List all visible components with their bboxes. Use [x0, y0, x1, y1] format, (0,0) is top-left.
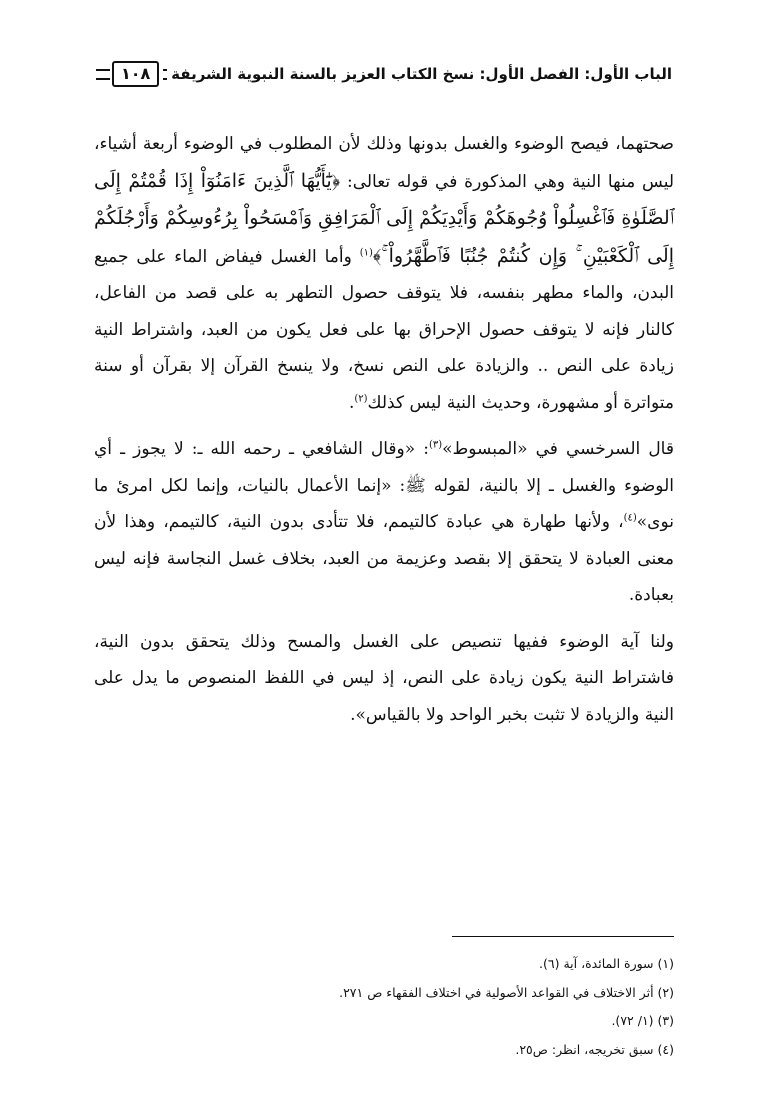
- header-rule-end: [96, 69, 110, 80]
- footnote-separator: [452, 936, 674, 937]
- header-rule: [163, 69, 167, 80]
- footnote-ref-1: (١): [359, 246, 373, 258]
- footnote-ref-3: (٣): [428, 439, 443, 451]
- footnote-4: (٤) سبق تخريجه، انظر: ص٢٥.: [515, 1041, 674, 1057]
- paragraph-1-intro: صحتهما، فيصح الوضوء والغسل بدونها وذلك لأن المطلوب في الوضوء أربعة أشياء، ليس منها النية وهي المذكورة في قوله تعالى:: [94, 134, 675, 192]
- paragraph-3: ولنا آية الوضوء ففيها تنصيص على الغسل والمسح وذلك يتحقق بدون النية، فاشتراط النية يكون زيادة على النص، إذ ليس في اللفظ المنصوص ما يدل على النية والزيادة لا تثبت بخبر الواحد ولا بالقياس».: [94, 631, 674, 725]
- running-header: [96, 58, 672, 90]
- paragraph-1-end: .: [348, 392, 355, 413]
- paragraph-2-rest: ، ولأنها طهارة هي عبادة كالتيمم، فلا تتأدى بدون النية، كالتيمم، وهذا لأن معنى العبادة لا يتحقق إلا بقصد وعزيمة من العبد، بخلاف غسل النجاسة فإنه ليس بعبادة.: [94, 512, 674, 605]
- footnote-ref-4: (٤): [623, 512, 637, 524]
- footnote-2: (٢) أثر الاختلاف في القواعد الأصولية في اختلاف الفقهاء ص ٢٧١.: [339, 984, 674, 1000]
- quran-verse: ﴿يَٰٓأَيُّهَا ٱلَّذِينَ ءَامَنُوٓاْ إِذَا قُمْتُمْ إِلَى ٱلصَّلَوٰةِ فَٱغْسِلُواْ وُجُوهَكُمْ وَأَيْدِيَكُمْ إِلَى ٱلْمَرَافِقِ وَٱمْسَحُواْ بِرُءُوسِكُمْ وَأَرْجُلَكُمْ إِلَى ٱلْكَعْبَيْنِ ۚ وَإِن كُنتُمْ جُنُبًا فَٱطَّهَّرُواْ ۚ﴾: [94, 169, 674, 267]
- footnote-ref-2: (٢): [354, 392, 368, 404]
- paragraph-2-quote: : «وقال الشافعي ـ رحمه الله ـ: لا يجوز ـ أي الوضوء والغسل ـ إلا بالنية، لقوله ﷺ: «إنما الأعمال بالنيات، وإنما لكل امرئ ما نوى»: [94, 439, 674, 532]
- page-number: ١٠٨: [112, 61, 159, 87]
- main-text: [94, 126, 674, 743]
- footnotes: [94, 950, 674, 1064]
- chapter-title: الباب الأول: الفصل الأول: نسخ الكتاب العزيز بالسنة النبوية الشريفة: [171, 65, 672, 83]
- footnote-1: (١) سورة المائدة، آية (٦).: [539, 956, 674, 971]
- paragraph-1-body: وأما الغسل فيفاض الماء على جميع البدن، والماء مطهر بنفسه، فلا يتوقف حصول التطهر به على قصد من الفاعل، كالنار فإنه لا يتوقف حصول الإحراق بها على فعل يكون من العبد، واشتراط النية زيادة على النص .. والزيادة على النص نسخ، ولا ينسخ القرآن إلا بقرآن أو سنة متواترة أو مشهورة، وحديث النية ليس كذلك: [94, 246, 674, 413]
- paragraph-2: [94, 431, 674, 614]
- paragraph-2-intro: قال السرخسي في «المبسوط»: [442, 439, 674, 459]
- paragraph-1: [94, 126, 674, 421]
- footnote-3: (٣) (١/ ٧٢).: [611, 1013, 674, 1028]
